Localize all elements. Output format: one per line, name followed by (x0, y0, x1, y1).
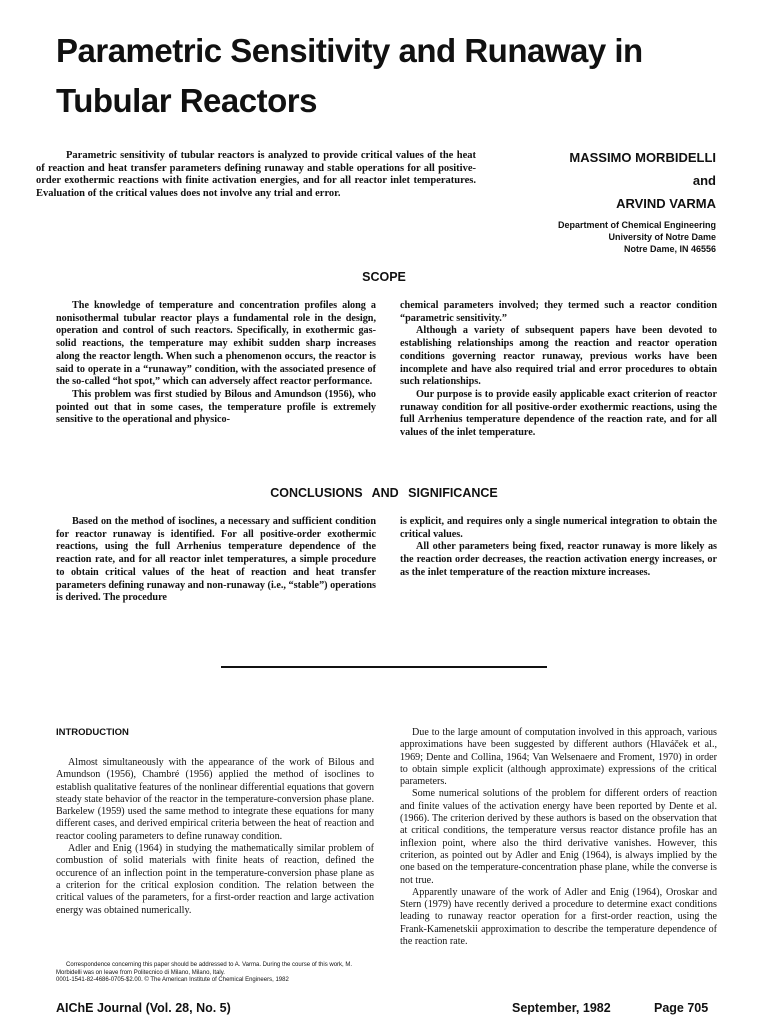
introduction-left-column (56, 757, 374, 917)
paragraph: Our purpose is to provide easily applicable exact criterion of reactor runaway condition for all positive-order exothermic reactions, using the full Arrhenius temperature dependence of the reaction rate, and for all values of the inlet temperature. (400, 388, 717, 439)
abstract: Parametric sensitivity of tubular reactors is analyzed to provide critical values of the heat of reaction and heat transfer parameters defining runaway and stable operations for all positive-order exothermic reactions with finite activation energies, and for all reactor inlet temperatures. Evaluation of the critical values does not involve any trial and error. (36, 150, 476, 199)
conclusions-heading: CONCLUSIONS AND SIGNIFICANCE (270, 486, 498, 500)
conclusions-left-column (56, 516, 376, 605)
paragraph: is explicit, and requires only a single numerical integration to obtain the critical values. (400, 516, 717, 540)
page-number: Page 705 (654, 1001, 709, 1015)
footnote-copyright: 0001-1541-82-4686-0705-$2.00. © The American Institute of Chemical Engineers, 1982 (56, 977, 289, 983)
issue-date: September, 1982 (512, 1001, 611, 1015)
affiliation (500, 219, 716, 255)
affiliation-line: Department of Chemical Engineering (557, 220, 716, 230)
paragraph: All other parameters being fixed, reactor runaway is more likely as the reaction order decreases, the reaction activation energy increases, or as the inlet temperature of the reaction mixture increases. (400, 541, 717, 578)
introduction-right-column (400, 727, 717, 948)
paragraph: Almost simultaneously with the appearance of the work of Bilous and Amundson (1956), Chambré (1956) applied the method of isoclines to establish qualitative features of the nonlinear differential equations that govern steady state behavior of the reactor in the temperature-conversion phase plane. Barkelew (1959) used the same method to integrate these equations for many different cases, and derived empirical criteria between the heat of reaction and reactor cooling parameters to define runaway condition. (56, 757, 374, 842)
author-conjunction: and (692, 173, 716, 188)
scope-right-column (400, 300, 717, 440)
paragraph: Although a variety of subsequent papers have been devoted to establishing relationships among the reaction and reactor operation conditions governing reactor runaway, previous works have been incomplete and have also required trial and error procedures to obtain such relationships. (400, 325, 717, 388)
paper-title: Parametric Sensitivity and Runaway in Tubular Reactors (56, 32, 643, 119)
paragraph: Adler and Enig (1964) in studying the mathematically similar problem of combustion of solid materials with finite heats of reaction, defined the occurence of an inflection point in the temperature-conversion phase plane as a criterion for the critical explosion condition. The relation between the critical values of the parameters, for a first-order reaction and large activation energy was obtained numerically. (56, 843, 374, 916)
author-name: ARVIND VARMA (616, 196, 716, 211)
scope-heading: SCOPE (362, 270, 406, 284)
paragraph: Due to the large amount of computation involved in this approach, various approximations have been suggested by different authors (Hlaváček et al., 1969; Dente and Collina, 1964; Van Welsenaere and Froment, 1970) in order to obtain simple explicit (although approximate) expressions of the critical parameters. (400, 727, 717, 788)
footnote (56, 962, 374, 985)
author-block (500, 150, 716, 255)
affiliation-line: Notre Dame, IN 46556 (623, 244, 716, 254)
introduction-heading: INTRODUCTION (56, 727, 129, 738)
paragraph: The knowledge of temperature and concentration profiles along a nonisothermal tubular reactor plays a fundamental role in the design, operation and control of such reactors. Specifically, in exothermic gas-solid reactions, the temperature may exhibit sudden sharp increases along the reactor length. When such a phenomenon occurs, the reactor is said to operate in a “runaway” condition, with the associated presence of the so-called “hot spot,” which can adversely affect reactor performance. (56, 300, 376, 388)
journal-citation: AIChE Journal (Vol. 28, No. 5) (56, 1001, 231, 1015)
conclusions-right-column (400, 516, 717, 580)
paragraph: Some numerical solutions of the problem for different orders of reaction and finite values of the activation energy have been reported by Dente et al. (1966). The criterion derived by these authors is based on the observation that at critical conditions, the temperature versus reactor distance profile has an inflexion point, where also the third derivative vanishes. However, this criterion, as pointed out by Adler and Enig (1964), is always implied by the one based on the temperature-concentration phase plane, while the converse is not true. (400, 788, 717, 886)
paragraph: Apparently unaware of the work of Adler and Enig (1964), Oroskar and Stern (1979) have recently derived a procedure to determine exact conditions leading to runaway reactor operation for a first-order reaction, using the Frank-Kamenetskii approximation to describe the temperature dependence of the reaction rate. (400, 886, 717, 948)
paragraph: This problem was first studied by Bilous and Amundson (1956), who pointed out that in some cases, the temperature profile is extremely sensitive to the operational and physico- (56, 388, 376, 426)
affiliation-line: University of Notre Dame (608, 232, 716, 242)
paragraph: chemical parameters involved; they termed such a reactor condition “parametric sensitivity.” (400, 300, 717, 324)
footnote-correspondence: Correspondence concerning this paper should be addressed to A. Varma. During the course of this work, M. Morbidelli was on leave from Politecnico di Milano, Milano, Italy. (56, 962, 353, 976)
paragraph: Based on the method of isoclines, a necessary and sufficient condition for reactor runaway is identified. For all positive-order exothermic reactions, using the full Arrhenius temperature dependence of the reaction rate, and for all reactor inlet temperatures, a simple procedure to obtain critical values of the heat of reaction and heat transfer parameters defining runaway and non-runaway (i.e., “stable”) operations is derived. The procedure (56, 516, 376, 604)
scope-left-column (56, 300, 376, 427)
section-divider (221, 666, 547, 668)
author-name: MASSIMO MORBIDELLI (569, 150, 716, 165)
